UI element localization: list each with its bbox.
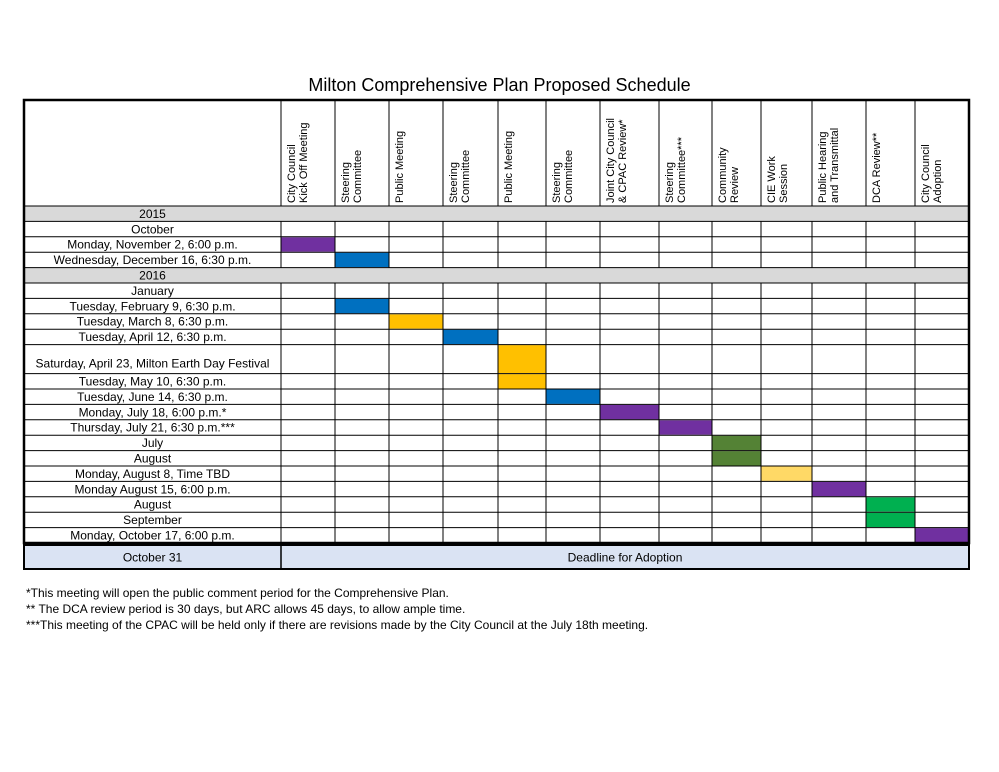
footnote-1: *This meeting will open the public comment period for the Comprehensive Plan. xyxy=(26,586,449,600)
column-header: Review xyxy=(729,166,741,203)
column-header: Committee xyxy=(460,149,472,203)
column-header: Steering xyxy=(340,162,352,203)
schedule-bar xyxy=(281,237,335,251)
footer-label: October 31 xyxy=(122,550,183,565)
footnote-2: ** The DCA review period is 30 days, but ARC allows 45 days, to allow ample time. xyxy=(26,602,466,616)
row-label: 2015 xyxy=(139,206,166,221)
column-header: CIE Work xyxy=(766,156,778,203)
row-label: Monday August 15, 6:00 p.m. xyxy=(74,482,231,497)
schedule-bar xyxy=(812,482,866,496)
footer-text: Deadline for Adoption xyxy=(567,550,683,565)
column-header: Public Hearing xyxy=(817,131,829,203)
schedule-bar xyxy=(600,405,659,419)
schedule-bar xyxy=(712,451,761,465)
column-header: City Council xyxy=(920,144,932,203)
row-label: Tuesday, June 14, 6:30 p.m. xyxy=(77,389,228,404)
column-header: Joint City Council xyxy=(605,118,617,203)
schedule-bar xyxy=(335,299,389,313)
column-header: Committee xyxy=(352,149,364,203)
column-header: Adoption xyxy=(932,159,944,203)
row-label: Monday, October 17, 6:00 p.m. xyxy=(70,528,235,543)
column-header: Steering xyxy=(448,162,460,203)
column-header: Committee*** xyxy=(676,136,688,203)
column-header: Public Meeting xyxy=(394,130,406,203)
column-header: and Transmittal xyxy=(829,127,841,203)
column-header: Session xyxy=(778,163,790,203)
footnote-3: ***This meeting of the CPAC will be held only if there are revisions made by the City Council at the July 18th meeting. xyxy=(26,618,649,632)
column-header: City Council xyxy=(286,144,298,203)
row-label: Tuesday, May 10, 6:30 p.m. xyxy=(78,374,227,389)
row-label: Thursday, July 21, 6:30 p.m.*** xyxy=(70,420,235,435)
row-label: Monday, July 18, 6:00 p.m.* xyxy=(78,405,227,420)
row-label: Monday, November 2, 6:00 p.m. xyxy=(67,237,238,252)
row-label: July xyxy=(141,436,164,451)
row-label: August xyxy=(133,497,172,512)
row-label: August xyxy=(133,451,172,466)
schedule-bar xyxy=(389,314,443,328)
row-label: Tuesday, February 9, 6:30 p.m. xyxy=(69,299,236,314)
schedule-bar xyxy=(443,330,498,344)
column-header: Steering xyxy=(551,162,563,203)
column-header: Committee xyxy=(563,149,575,203)
chart-title: Milton Comprehensive Plan Proposed Schedule xyxy=(308,75,691,95)
row-label: Monday, August 8, Time TBD xyxy=(75,466,230,481)
column-header: DCA Review** xyxy=(871,132,883,203)
schedule-bar xyxy=(335,253,389,267)
row-label: Tuesday, April 12, 6:30 p.m. xyxy=(78,330,227,345)
column-header: Community xyxy=(717,147,729,203)
column-header: Kick Off Meeting xyxy=(298,122,310,203)
footnotes xyxy=(26,585,648,633)
schedule-bar xyxy=(498,374,546,388)
column-header: Steering xyxy=(664,162,676,203)
row-label: 2016 xyxy=(139,268,166,283)
row-label: October xyxy=(131,222,174,237)
row-label: January xyxy=(131,283,174,298)
schedule-bar xyxy=(866,513,915,527)
row-label: September xyxy=(123,513,182,528)
row-label: Saturday, April 23, Milton Earth Day Festival xyxy=(35,356,270,371)
schedule-bar xyxy=(915,528,969,542)
schedule-bar xyxy=(761,467,812,481)
schedule-bar xyxy=(712,436,761,450)
schedule-bar xyxy=(546,390,600,404)
column-header: & CPAC Review* xyxy=(617,119,629,203)
row-label: Wednesday, December 16, 6:30 p.m. xyxy=(53,253,252,268)
column-header: Public Meeting xyxy=(503,130,515,203)
schedule-bar xyxy=(659,420,712,434)
row-label: Tuesday, March 8, 6:30 p.m. xyxy=(76,314,229,329)
schedule-bar xyxy=(866,497,915,511)
schedule-bar xyxy=(498,345,546,373)
